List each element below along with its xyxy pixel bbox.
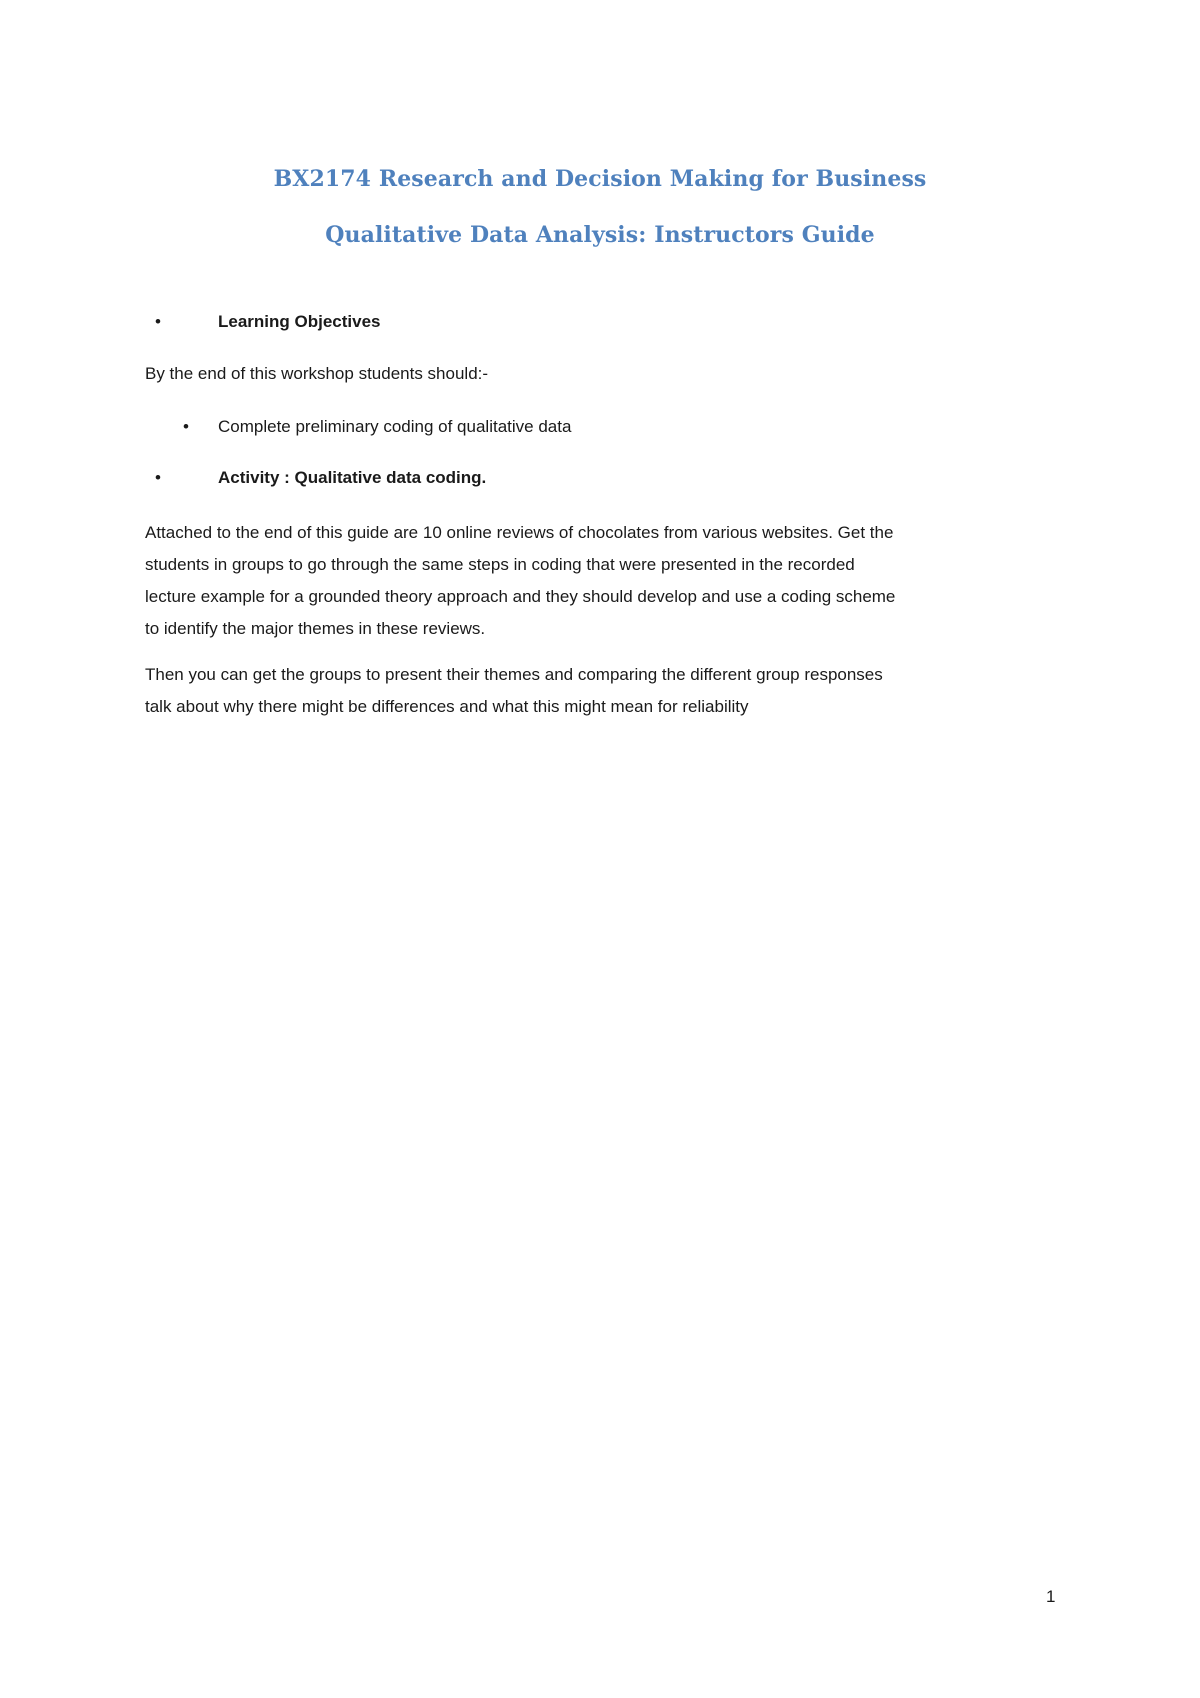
paragraph-line: to identify the major themes in these reviews. [145,619,486,638]
bullet-icon: • [155,468,161,487]
paragraph-line: Then you can get the groups to present their themes and comparing the different group responses [145,665,883,684]
paragraph-line: lecture example for a grounded theory approach and they should develop and use a coding scheme [145,587,896,606]
paragraph-line: students in groups to go through the same steps in coding that were presented in the recorded [145,555,855,574]
paragraph-presentation [145,659,1065,723]
bullet-icon: • [155,312,161,331]
page-number: 1 [1046,1587,1056,1606]
paragraph-instructions [145,517,1065,645]
objectives-heading: Learning Objectives [218,312,381,331]
objective-item-text: Complete preliminary coding of qualitative data [218,417,572,436]
course-title: BX2174 Research and Decision Making for Business [273,166,927,192]
bullet-icon: • [183,417,189,436]
paragraph-line: talk about why there might be differences and what this might mean for reliability [145,697,749,716]
intro-text: By the end of this workshop students should:- [145,364,489,383]
activity-heading: Activity : Qualitative data coding. [218,468,487,487]
guide-title: Qualitative Data Analysis: Instructors Guide [325,222,875,248]
paragraph-line: Attached to the end of this guide are 10 online reviews of chocolates from various websites. Get the [145,523,894,542]
